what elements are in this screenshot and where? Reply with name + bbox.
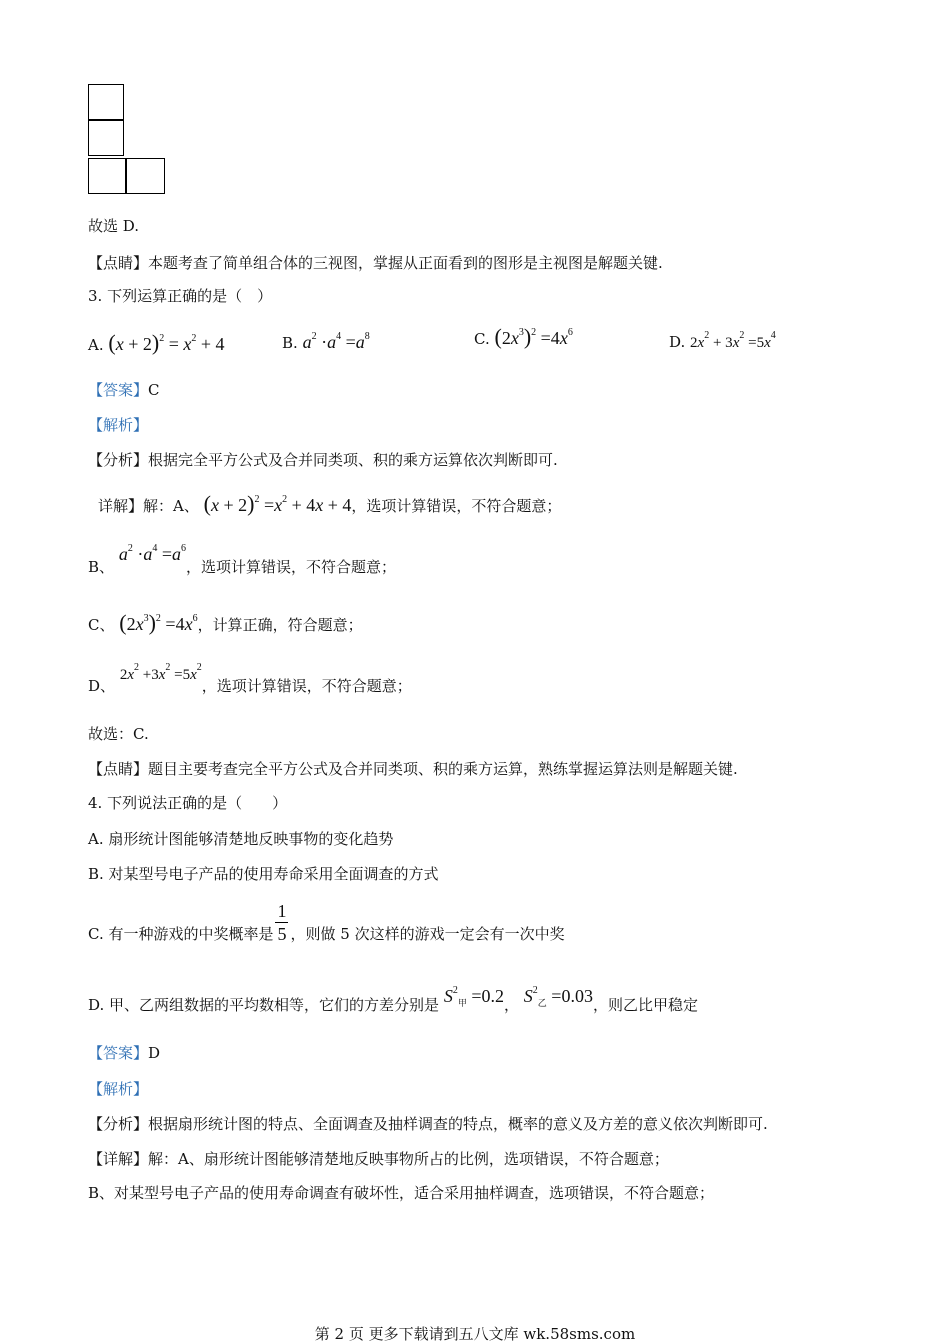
comment-tag: 【点睛】 [88,760,149,778]
option-c-prefix: C. 有一种游戏的中奖概率是 [88,924,274,943]
figure-square-top [88,84,124,120]
comment-text: 本题考查了简单组合体的三视图，掌握从正面看到的图形是主视图是解题关键. [148,254,663,272]
detail-d-prefix: D、 [88,677,116,695]
analysis-tag: 【分析】 [88,451,149,469]
option-d-suffix: ，则乙比甲稳定 [592,996,698,1014]
detail-b-prefix: B、 [88,558,115,576]
comment-q2 [88,253,663,273]
fraction-denominator: 5 [277,924,287,944]
q3-option-b [282,332,370,353]
comma: ， [503,996,519,1014]
detail-c-formula: $(2x^3)^2 =4x^6$ [119,610,198,635]
detail-tag: 【详解】 [88,1150,149,1168]
question-3: 3. 下列运算正确的是（ ） [88,287,273,305]
detail-c-suffix: ，计算正确，符合题意； [197,616,363,634]
q3-option-c [474,324,573,350]
answer-tag: 【答案】 [88,381,149,399]
question-4: 4. 下列说法正确的是（ ） [88,794,288,812]
variance-yi: $S^2_乙 =0.03$ [523,985,593,1008]
analysis-text: 根据完全平方公式及合并同类项、积的乘方运算依次判断即可. [148,451,558,469]
q4-option-a: A. 扇形统计图能够清楚地反映事物的变化趋势 [88,830,394,848]
q4-option-c [88,900,565,945]
option-d-prefix: D. 甲、乙两组数据的平均数相等，它们的方差分别是 [88,996,440,1014]
comment-text: 题目主要考查完全平方公式及合并同类项、积的乘方运算，熟练掌握运算法则是解题关键. [148,760,738,778]
comment-tag: 【点睛】 [88,254,149,272]
detail-c-prefix: C、 [88,616,115,634]
analysis-3 [88,450,558,470]
answer-value: C [148,381,160,399]
fraction-numerator: 1 [277,901,287,921]
option-d-label: D. [669,333,686,351]
q3-option-a [88,330,225,356]
q4-option-b: B. 对某型号电子产品的使用寿命采用全面调查的方式 [88,865,439,883]
conclusion-c: 故选：C. [88,725,149,743]
analysis-4 [88,1114,768,1134]
detail-b-suffix: ，选项计算错误，不符合题意； [185,558,396,576]
detail-d-suffix: ，选项计算错误，不符合题意； [201,677,412,695]
option-b-formula: $a^2 \cdot a^4 =a^8$ [302,331,370,352]
answer-3 [88,380,160,400]
detail-suffix: ，选项计算错误，不符合题意； [351,497,562,515]
analysis-tag-4: 【解析】 [88,1080,149,1098]
page-footer: 第 2 页 更多下载请到五八文库 wk.58sms.com [314,1325,636,1343]
detail-4-b: B、对某型号电子产品的使用寿命调查有破坏性，适合采用抽样调查，选项错误，不符合题意； [88,1184,715,1202]
option-c-formula: $(2x^3)^2 =4x^6$ [494,324,573,349]
detail-4-a [88,1149,669,1169]
option-b-label: B. [282,334,298,352]
figure-square-middle [88,120,124,156]
detail-3-a [98,491,562,516]
option-a-label: A. [88,336,104,354]
option-c-label: C. [474,330,490,348]
variance-jia: $S^2_甲 =0.2$ [443,985,504,1008]
answer-value: D [148,1044,161,1062]
detail-b-formula: $a^2 \cdot a^4 =a^6$ [118,543,186,564]
option-d-formula: $2x^2 + 3x^2 =5x^4$ [690,330,776,351]
answer-4 [88,1043,160,1063]
detail-prefix: 详解】解：A、 [98,497,199,515]
option-a-formula: $(x + 2)^2 = x^2 + 4$ [108,330,225,355]
comment-q3 [88,759,738,779]
analysis-tag-3: 【解析】 [88,416,149,434]
option-c-suffix: ，则做 5 次这样的游戏一定会有一次中奖 [290,924,565,943]
detail-3-c [88,610,363,635]
detail-3-d [88,662,412,697]
detail-a-formula: $(x + 2)^2 =x^2 + 4x + 4$ [203,491,352,516]
probability-fraction [275,900,288,945]
detail-3-b [88,543,396,577]
analysis-text: 根据扇形统计图的特点、全面调查及抽样调查的特点，概率的意义及方差的意义依次判断即可. [148,1115,768,1133]
detail-text: 解：A、扇形统计图能够清楚地反映事物所占的比例，选项错误，不符合题意； [148,1150,669,1168]
q4-option-d [88,985,698,1015]
q3-option-d [669,330,776,352]
figure-square-bottom-left [88,158,126,194]
variance-jia-value: =0.2 [471,986,504,1006]
analysis-tag: 【分析】 [88,1115,149,1133]
variance-yi-value: =0.03 [551,986,593,1006]
sub-yi: 乙 [537,998,547,1008]
figure-square-bottom-right [126,158,165,194]
conclusion-d: 故选 D. [88,217,140,235]
detail-d-formula: $2x^2 +3x^2 =5x^2$ [119,662,202,683]
answer-tag: 【答案】 [88,1044,149,1062]
sub-jia: 甲 [457,998,467,1008]
